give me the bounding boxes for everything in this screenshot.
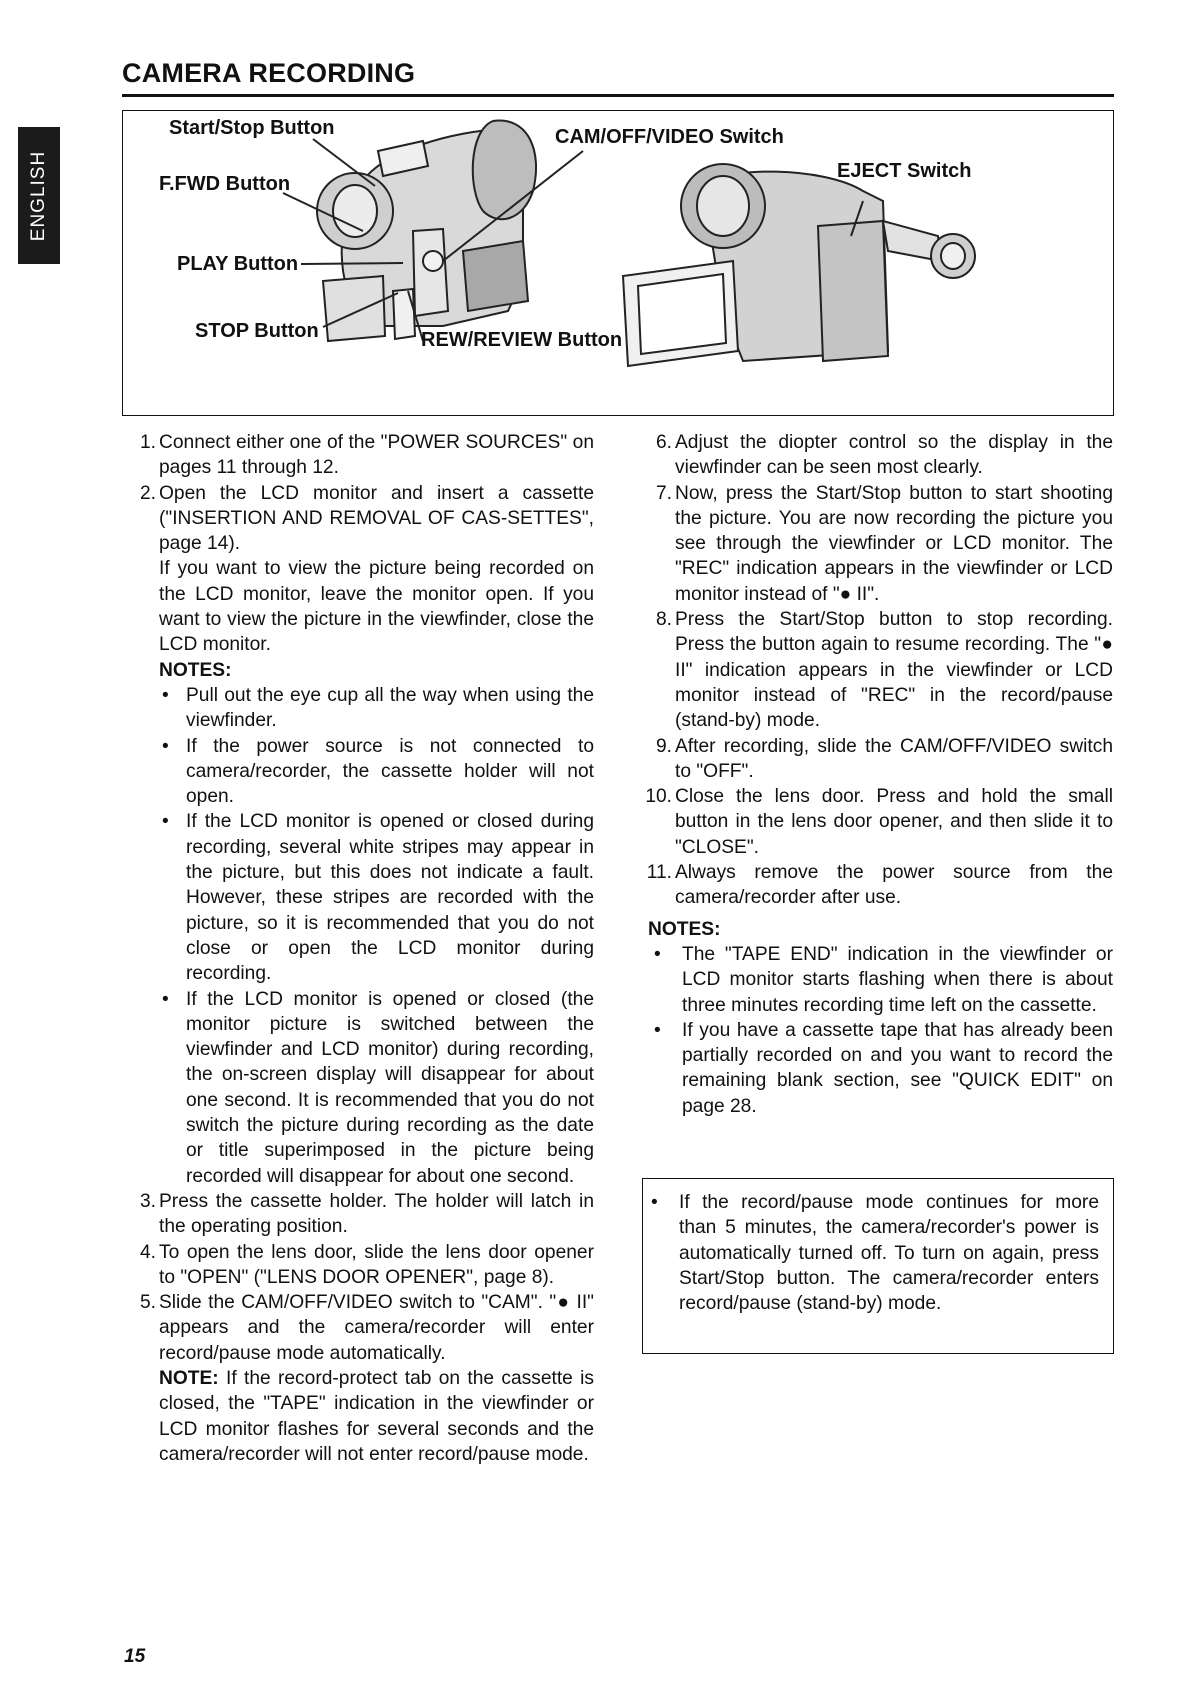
note-text: If you have a cassette tape that has already been partially recorded on and you want to record the remaining blank section, see "QUICK EDIT" on page 28.: [682, 1019, 1113, 1117]
camera-figure: [122, 110, 1114, 416]
step-text: To open the lens door, slide the lens door opener to "OPEN" ("LENS DOOR OPENER", page 8).: [159, 1241, 594, 1288]
note-text: Pull out the eye cup all the way when using the viewfinder.: [186, 684, 594, 732]
note-bullet: • If the LCD monitor is opened or closed (the monitor picture is switched between the viewfinder and LCD monitor) during recording, the on-screen display will disappear for about one second. It is recommended that you do not switch the picture during recording as the date or title superimposed in the picture being recorded will disappear for about one second.: [132, 987, 594, 1189]
start-stop-callout: Start/Stop Button: [169, 117, 335, 139]
cam-off-video-callout: CAM/OFF/VIDEO Switch: [555, 126, 784, 148]
language-tab: [18, 127, 60, 264]
step-number: 1.: [139, 432, 156, 453]
step-number: 8.: [655, 609, 672, 631]
step-text: Press the Start/Stop button to stop recording. Press the button again to resume recording. The "● II" indication appears in the viewfinder or LCD monitor instead of "REC" in the record/pause (stand-by) mode.: [675, 609, 1113, 732]
play-callout: PLAY Button: [177, 253, 299, 275]
notice-text: If the record/pause mode continues for more than 5 minutes, the camera/recorder's power is automatically turned off. To turn on again, press Start/Stop button. The camera/recorder enters record/pause (stand-by) mode.: [679, 1192, 1099, 1315]
step-2: [132, 481, 594, 557]
rew-review-callout: REW/REVIEW Button: [421, 329, 623, 351]
note-text: If the LCD monitor is opened or closed during recording, several white stripes may appear in the picture, but this does not indicate a fault. However, these stripes are recorded with the picture, so it is recommended that you do not close or open the LCD monitor during recording.: [186, 811, 594, 985]
step-number: 9.: [655, 735, 672, 757]
notes-heading: NOTES:: [648, 918, 721, 940]
step-number: 10.: [645, 786, 672, 808]
step-7: [648, 481, 1113, 607]
ffwd-callout: F.FWD Button: [159, 173, 291, 195]
note-text: If the LCD monitor is opened or closed (the monitor picture is switched between the viewfinder and LCD monitor) during recording, the on-screen display will disappear for about one second. It is recommended that you do not switch the picture during recording as the date or title superimposed in the picture being recorded will disappear for about one second.: [186, 988, 594, 1187]
step-text: Press the cassette holder. The holder will latch in the operating position.: [159, 1190, 594, 1238]
step-1: [132, 430, 594, 481]
step-5-note: [132, 1366, 594, 1467]
notice-bullet: • If the record/pause mode continues for more than 5 minutes, the camera/recorder's power is automatically turned off. To turn on again, press Start/Stop button. The camera/recorder enters record/pause (stand-by) mode.: [651, 1190, 1099, 1316]
note-text: If the record-protect tab on the cassette is closed, the "TAPE" indication in the viewfinder or LCD monitor flashes for several seconds and the camera/recorder will not enter record/pause mode.: [159, 1367, 594, 1465]
step-text: Open the LCD monitor and insert a cassette ("INSERTION AND REMOVAL OF CAS-SETTES", page 14).: [159, 482, 594, 555]
page-header: [122, 54, 1114, 97]
notes-heading: NOTES:: [159, 659, 232, 681]
left-column: [132, 430, 594, 1467]
step-number: 4.: [139, 1241, 156, 1263]
note-text: If the power source is not connected to camera/recorder, the cassette holder will not open.: [186, 735, 594, 808]
step-text: Always remove the power source from the camera/recorder after use.: [675, 862, 1113, 909]
page-title: CAMERA RECORDING: [122, 58, 416, 88]
step-text: After recording, slide the CAM/OFF/VIDEO switch to "OFF".: [675, 735, 1113, 782]
language-tab-label: ENGLISH: [28, 150, 50, 241]
note-label: NOTE:: [159, 1367, 219, 1389]
step-11: [648, 860, 1113, 911]
note-bullet: • The "TAPE END" indication in the viewfinder or LCD monitor starts flashing when there is about three minutes recording time left on the cassette.: [648, 942, 1113, 1018]
step-text: Slide the CAM/OFF/VIDEO switch to "CAM". "● II" appears and the camera/recorder will enter record/pause mode automatically.: [159, 1292, 594, 1364]
step-8: [648, 607, 1113, 733]
step-text: Connect either one of the "POWER SOURCES" on pages 11 through 12.: [159, 432, 594, 479]
note-bullet: • If the LCD monitor is opened or closed during recording, several white stripes may appear in the picture, but this does not indicate a fault. However, these stripes are recorded with the picture, so it is recommended that you do not close or open the LCD monitor during recording.: [132, 809, 594, 986]
note-bullet: • Pull out the eye cup all the way when using the viewfinder.: [132, 683, 594, 734]
step-number: 3.: [139, 1190, 156, 1212]
step-text: Now, press the Start/Stop button to start shooting the picture. You are now recording the picture you see through the viewfinder or LCD monitor. The "REC" indication appears in the viewfinder or LCD monitor instead of "● II".: [675, 482, 1113, 605]
step-3: [132, 1189, 594, 1240]
step-text: Adjust the diopter control so the display in the viewfinder can be seen most clearly.: [675, 432, 1113, 479]
stop-callout: STOP Button: [195, 320, 319, 342]
auto-power-off-notice: [642, 1178, 1114, 1354]
step-10: [645, 784, 1113, 860]
eject-callout: EJECT Switch: [837, 160, 972, 182]
step-4: [132, 1240, 594, 1291]
page-number: 15: [124, 1646, 146, 1667]
step-5: [132, 1290, 594, 1366]
note-bullet: • If you have a cassette tape that has already been partially recorded on and you want to record the remaining blank section, see "QUICK EDIT" on page 28.: [648, 1018, 1113, 1119]
step-number: 11.: [646, 862, 672, 884]
step-number: 2.: [139, 482, 156, 504]
step-number: 6.: [655, 432, 672, 453]
step-number: 5.: [139, 1292, 156, 1314]
note-text: The "TAPE END" indication in the viewfinder or LCD monitor starts flashing when there is about three minutes recording time left on the cassette.: [682, 943, 1113, 1016]
step-text: Close the lens door. Press and hold the small button in the lens door opener, and then slide it to "CLOSE".: [675, 786, 1113, 858]
note-bullet: • If the power source is not connected to camera/recorder, the cassette holder will not open.: [132, 734, 594, 810]
step-6: [648, 430, 1113, 481]
step-2-detail: If you want to view the picture being recorded on the LCD monitor, leave the monitor open. If you want to view the picture in the viewfinder, close the LCD monitor.: [159, 558, 594, 656]
right-column: [645, 430, 1113, 1119]
step-9: [648, 734, 1113, 785]
step-number: 7.: [655, 482, 672, 504]
